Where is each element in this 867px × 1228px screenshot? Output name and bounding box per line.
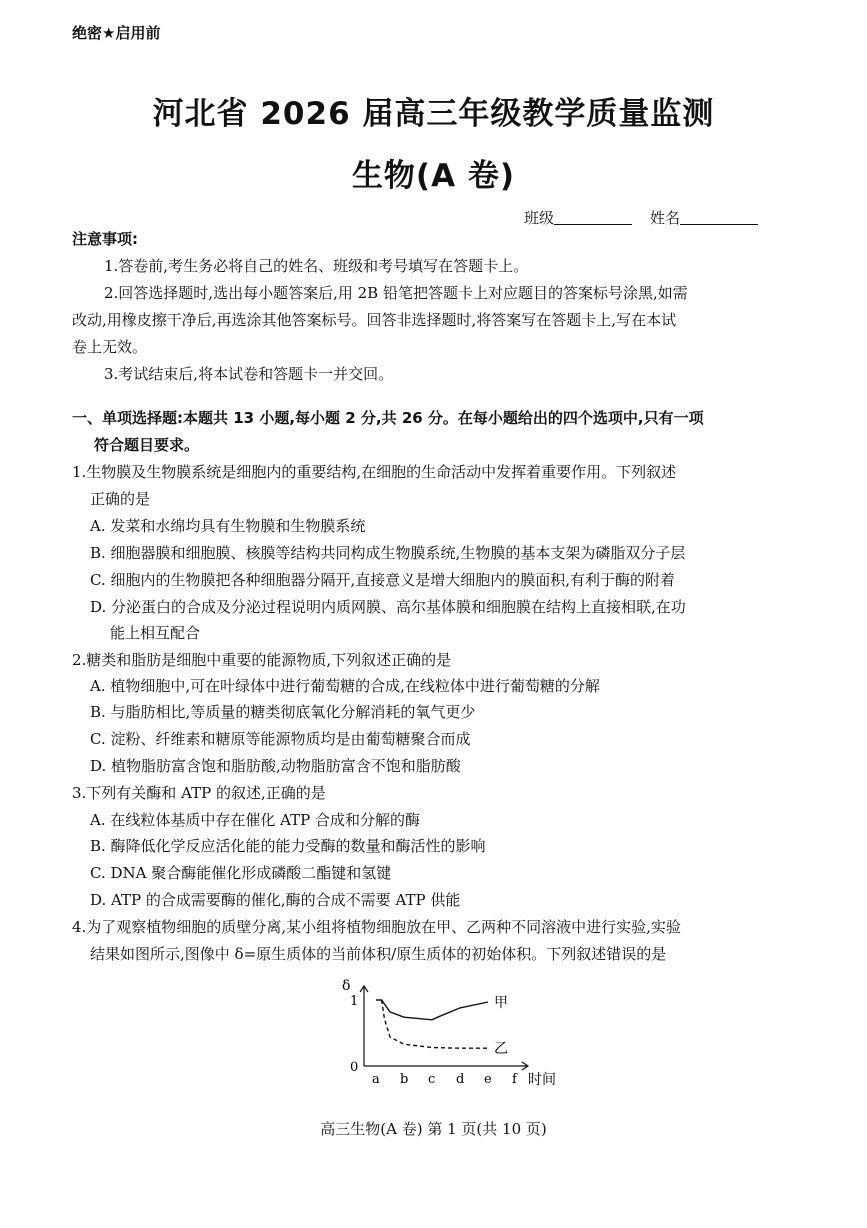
q3-option-d: D. ATP 的合成需要酶的催化,酶的合成不需要 ATP 供能 — [90, 891, 461, 909]
class-label: 班级 — [524, 209, 555, 227]
y-tick-label: 0 — [350, 1060, 359, 1075]
x-tick-label: e — [484, 1072, 492, 1087]
volume-ratio-chart — [330, 970, 580, 1090]
q2-stem: 2.糖类和脂肪是细胞中重要的能源物质,下列叙述正确的是 — [72, 651, 452, 669]
series-line-jia — [376, 1000, 488, 1020]
exam-subtitle: 生物(A 卷) — [351, 158, 516, 194]
name-blank — [680, 210, 758, 225]
q1-option-c: C. 细胞内的生物膜把各种细胞器分隔开,直接意义是增大细胞内的膜面积,有利于酶的附着 — [90, 571, 676, 589]
q2-option-c: C. 淀粉、纤维素和糖原等能源物质均是由葡萄糖聚合而成 — [90, 730, 471, 748]
q3-option-b: B. 酶降低化学反应活化能的能力受酶的数量和酶活性的影响 — [90, 837, 486, 855]
q2-option-b: B. 与脂肪相比,等质量的糖类彻底氧化分解消耗的氧气更少 — [90, 703, 476, 721]
confidential-label: 绝密★启用前 — [72, 24, 161, 42]
series-line-yi — [382, 1000, 488, 1048]
notice-item-2-line3: 卷上无效。 — [72, 338, 148, 356]
q3-stem: 3.下列有关酶和 ATP 的叙述,正确的是 — [72, 784, 326, 802]
q1-stem-line1: 1.生物膜及生物膜系统是细胞内的重要结构,在细胞的生命活动中发挥着重要作用。下列叙述 — [72, 463, 677, 481]
class-blank — [554, 210, 632, 225]
exam-title: 河北省 2026 届高三年级教学质量监测 — [152, 96, 715, 132]
q3-option-c: C. DNA 聚合酶能催化形成磷酸二酯键和氢键 — [90, 864, 392, 882]
q2-option-a: A. 植物细胞中,可在叶绿体中进行葡萄糖的合成,在线粒体中进行葡萄糖的分解 — [90, 677, 600, 695]
q1-stem-line2: 正确的是 — [90, 490, 151, 508]
class-name-fields — [524, 207, 758, 228]
page-footer: 高三生物(A 卷) 第 1 页(共 10 页) — [320, 1120, 547, 1138]
notice-item-2-line2: 改动,用橡皮擦干净后,再选涂其他答案标号。回答非选择题时,将答案写在答题卡上,写在本试 — [72, 311, 677, 329]
section-heading-line1: 一、单项选择题:本题共 13 小题,每小题 2 分,共 26 分。在每小题给出的四个选项中,只有一项 — [72, 409, 704, 427]
section-heading-line2: 符合题目要求。 — [94, 436, 200, 454]
series-label: 乙 — [494, 1041, 508, 1058]
notice-item-2-line1: 2.回答选择题时,选出每小题答案后,用 2B 铅笔把答题卡上对应题目的答案标号涂黑,如需 — [104, 284, 688, 302]
q1-option-d-line2: 能上相互配合 — [110, 624, 201, 642]
q2-option-d: D. 植物脂肪富含饱和脂肪酸,动物脂肪富含不饱和脂肪酸 — [90, 757, 461, 775]
x-tick-label: c — [428, 1072, 436, 1087]
q1-option-a: A. 发菜和水绵均具有生物膜和生物膜系统 — [90, 517, 366, 535]
notice-item-1: 1.答卷前,考生务必将自己的姓名、班级和考号填写在答题卡上。 — [104, 257, 529, 275]
x-tick-label: f — [512, 1072, 517, 1087]
notice-item-3: 3.考试结束后,将本试卷和答题卡一并交回。 — [104, 365, 394, 383]
name-label: 姓名 — [650, 209, 681, 227]
q1-option-b: B. 细胞器膜和细胞膜、核膜等结构共同构成生物膜系统,生物膜的基本支架为磷脂双分子层 — [90, 544, 686, 562]
x-tick-label: b — [400, 1072, 409, 1087]
q3-option-a: A. 在线粒体基质中存在催化 ATP 合成和分解的酶 — [90, 811, 421, 829]
y-axis-label: δ — [342, 978, 351, 994]
q1-option-d-line1: D. 分泌蛋白的合成及分泌过程说明内质网膜、高尔基体膜和细胞膜在结构上直接相联,在功 — [90, 598, 686, 616]
series-label: 甲 — [494, 994, 508, 1011]
x-tick-label: a — [372, 1072, 380, 1087]
y-tick-label: 1 — [350, 994, 359, 1009]
x-tick-label: d — [456, 1072, 465, 1087]
q4-stem-line1: 4.为了观察植物细胞的质壁分离,某小组将植物细胞放在甲、乙两种不同溶液中进行实验,实验 — [72, 918, 681, 936]
x-axis-label: 时间 — [528, 1072, 556, 1088]
q4-stem-line2: 结果如图所示,图像中 δ=原生质体的当前体积/原生质体的初始体积。下列叙述错误的是 — [90, 945, 667, 963]
notice-heading: 注意事项: — [72, 230, 138, 248]
